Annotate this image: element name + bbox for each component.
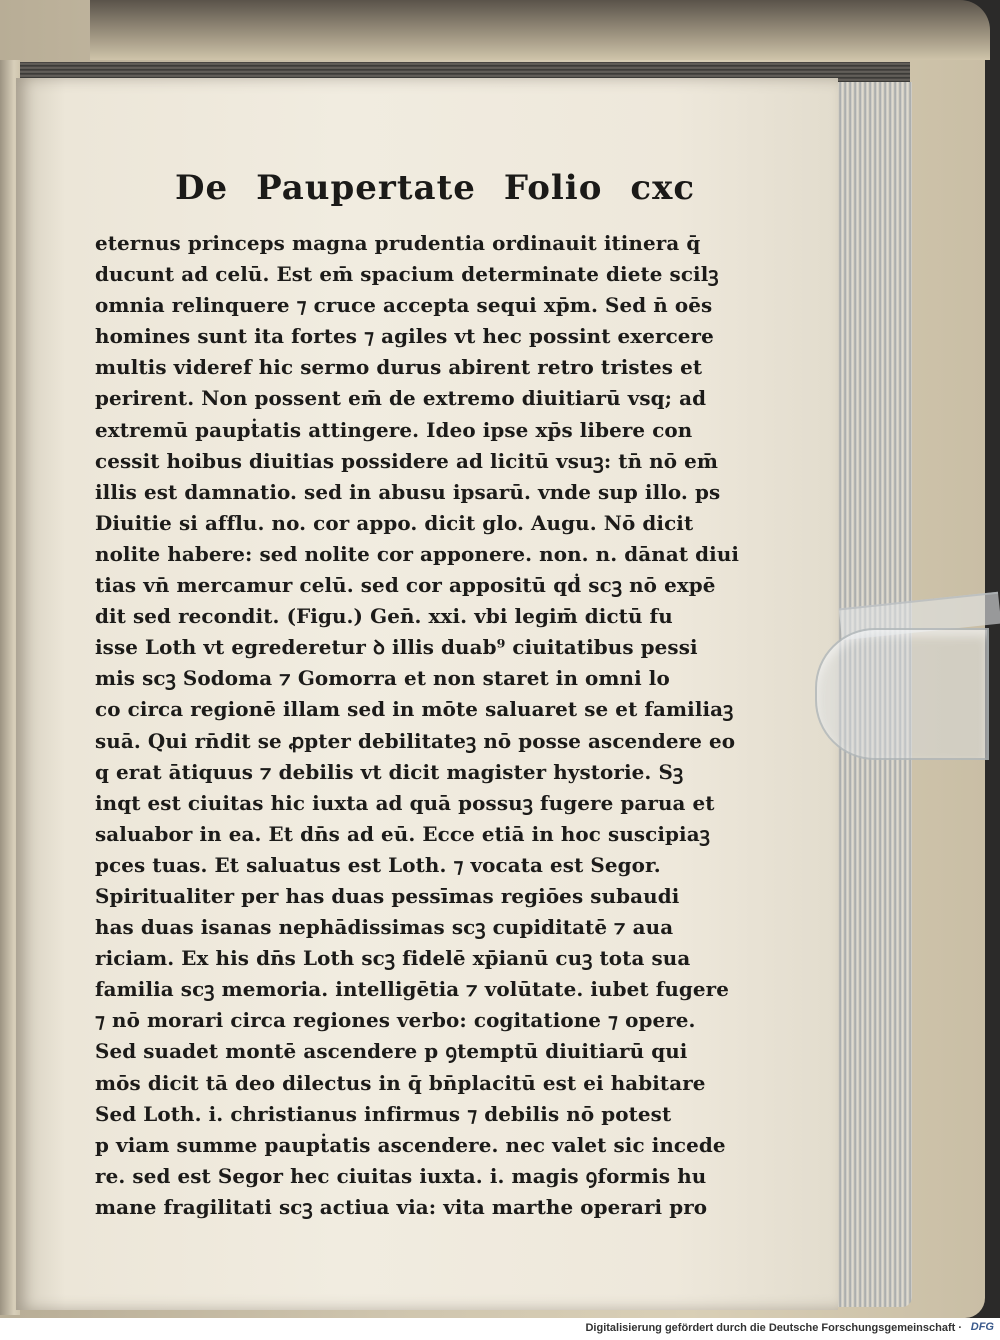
text-line: extremū paupṫatis attingere. Ideo ipse xp̄s libere con: [95, 418, 693, 442]
text-line: dit sed recondit. (Figu.) Gen̄. xxi. vbi legim̄ dictū fu: [95, 605, 673, 629]
heading-folio-number: cxc: [630, 168, 696, 208]
text-line: suā. Qui rn̄dit se ꝓpter debilitateꝫ nō posse ascendere eo: [95, 729, 736, 753]
text-line: isse Loth vt egrederetur ꝺ illis duab⁹ ciuitatibus pessi: [95, 636, 698, 660]
text-line: saluabor in ea. Et dn̄s ad eū. Ecce etiā in hoc suscipiaꝫ: [95, 822, 710, 846]
text-line: co circa regionē illam sed in mōte saluaret se et familiaꝫ: [95, 698, 734, 722]
text-line: cessit hoibus diuitias possidere ad licitū vsuꝫ: tn̄ nō em̄: [95, 449, 719, 473]
text-line: re. sed est Segor hec ciuitas iuxta. i. magis ꝯformis hu: [95, 1164, 707, 1188]
body-text: [95, 228, 745, 1223]
heading-paupertate: Paupertate: [256, 168, 476, 208]
text-line: Spiritualiter per has duas pessīmas regiōes subaudi: [95, 884, 680, 908]
text-line: mis scꝫ Sodoma ⁊ Gomorra et non staret in omni lo: [95, 667, 670, 691]
text-line: homines sunt ita fortes ⁊ agiles vt hec possint exercere: [95, 325, 714, 349]
text-line: illis est damnatio. sed in abusu ipsarū. vnde sup illo. ps: [95, 480, 721, 504]
text-line: Sed suadet montē ascendere p ꝯtemptū diuitiarū qui: [95, 1040, 688, 1064]
text-line: ⁊ nō morari circa regiones verbo: cogitatione ⁊ opere.: [95, 1009, 696, 1033]
text-line: inqt est ciuitas hic iuxta ad quā possuꝫ fugere parua et: [95, 791, 715, 815]
plastic-page-clip: [815, 628, 989, 760]
page-heading: [175, 168, 695, 208]
dfg-logo: DFG: [970, 1321, 994, 1333]
text-line: perirent. Non possent em̄ de extremo diuitiarū vsq; ad: [95, 387, 707, 411]
text-line: p viam summe paupṫatis ascendere. nec valet sic incede: [95, 1133, 726, 1157]
text-line: q erat ātiquus ⁊ debilis vt dicit magister hystorie. Sꝫ: [95, 760, 684, 784]
text-line: eternus princeps magna prudentia ordinauit itinera q̄: [95, 232, 701, 255]
text-line: familia scꝫ memoria. intelligētia ⁊ volūtate. iubet fugere: [95, 978, 730, 1002]
text-line: riciam. Ex his dn̄s Loth scꝫ fidelē xp̄ianū cuꝫ tota sua: [95, 947, 691, 971]
book-cover-top-edge: [90, 0, 990, 60]
text-line: mane fragilitati scꝫ actiua via: vita marthe operari pro: [95, 1195, 708, 1219]
heading-de: De: [175, 168, 229, 208]
text-line: nolite habere: sed nolite cor apponere. non. n. dānat diui: [95, 542, 740, 566]
text-line: pces tuas. Et saluatus est Loth. ⁊ vocata est Segor.: [95, 853, 661, 877]
text-line: ducunt ad celū. Est em̄ spacium determinate diete scilꝫ: [95, 263, 719, 287]
text-line: Sed Loth. i. christianus infirmus ⁊ debilis nō potest: [95, 1102, 672, 1126]
text-line: multis videref hic sermo durus abirent retro tristes et: [95, 356, 703, 380]
text-line: has duas isanas nephādissimas scꝫ cupiditatē ⁊ aua: [95, 916, 674, 940]
text-line: Diuitie si afflu. no. cor appo. dicit glo. Augu. Nō dicit: [95, 511, 694, 535]
text-line: tias vn̄ mercamur celū. sed cor appositū qḋ scꝫ nō expē: [95, 574, 716, 598]
text-line: mōs dicit tā deo dilectus in q̄ bn̄placitū est ei habitare: [95, 1071, 706, 1095]
text-line: omnia relinquere ⁊ cruce accepta sequi xp̄m. Sed n̄ oēs: [95, 294, 713, 318]
heading-folio: Folio: [503, 168, 603, 208]
digitization-credit: Digitalisierung gefördert durch die Deutsche Forschungsgemeinschaft ·: [585, 1322, 962, 1334]
